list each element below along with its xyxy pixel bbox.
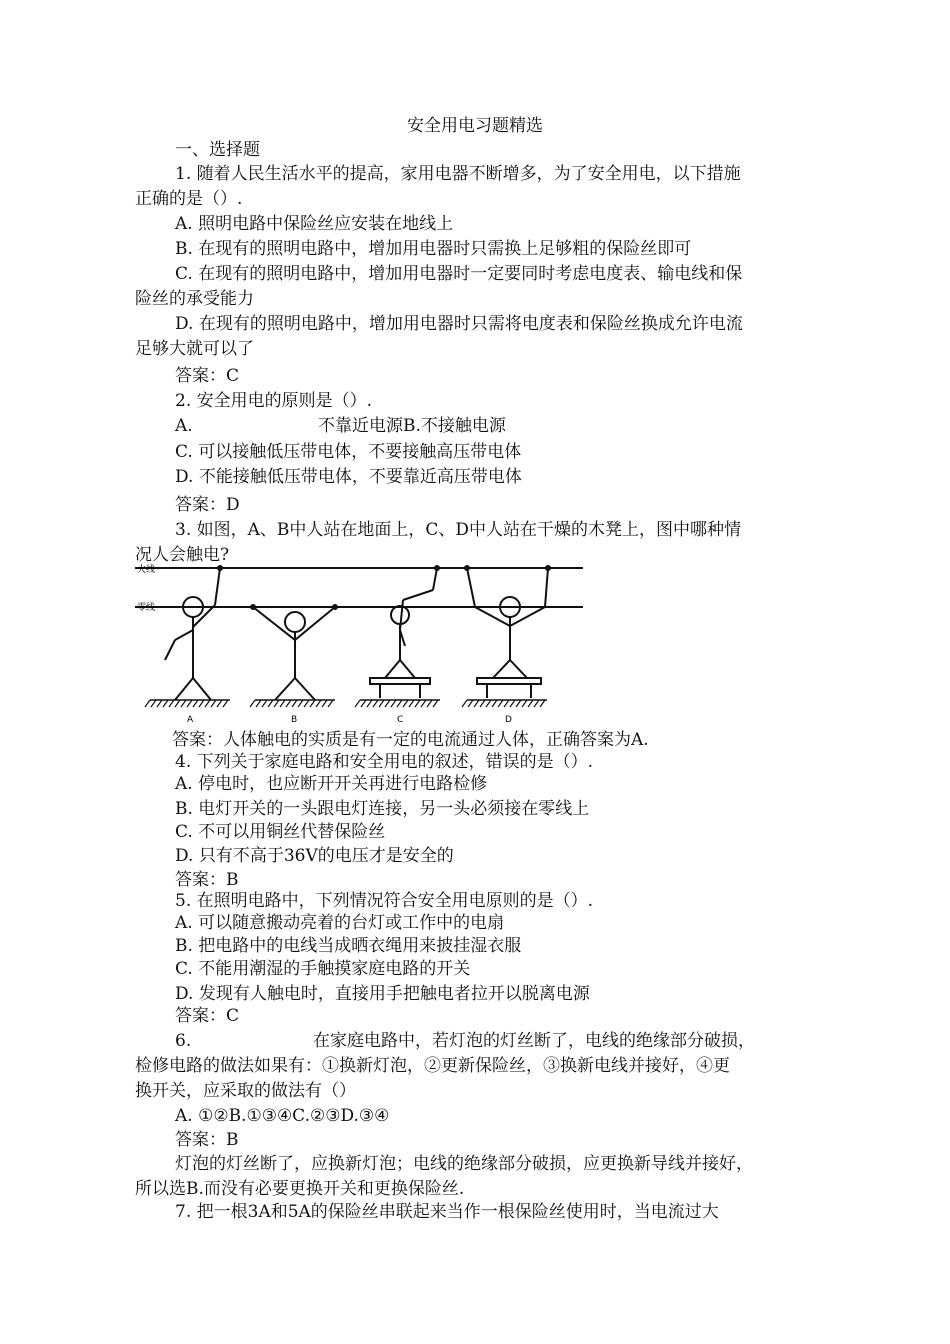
hatch-mark bbox=[367, 700, 372, 707]
q1-answer: 答案：C bbox=[175, 366, 240, 386]
q2-option-a-b: 不靠近电源B.不接触电源 bbox=[318, 416, 506, 436]
hatch-mark bbox=[298, 700, 303, 707]
hatch-mark bbox=[462, 700, 467, 707]
q4-answer: 答案：B bbox=[175, 870, 239, 890]
person-b bbox=[253, 607, 335, 700]
hatch-mark bbox=[409, 700, 414, 707]
hatch-mark bbox=[373, 700, 378, 707]
hatch-mark bbox=[223, 700, 228, 707]
hatch-mark bbox=[492, 700, 497, 707]
hatch-mark bbox=[280, 700, 285, 707]
hatch-mark bbox=[468, 700, 473, 707]
hatch-mark bbox=[397, 700, 402, 707]
hatch-mark bbox=[217, 700, 222, 707]
figure-label-a: A bbox=[187, 715, 194, 725]
hatch-mark bbox=[486, 700, 491, 707]
hatch-mark bbox=[540, 700, 545, 707]
q1-stem-line2: 正确的是（）. bbox=[135, 189, 243, 209]
hatch-mark bbox=[169, 700, 174, 707]
hatch-mark bbox=[522, 700, 527, 707]
hatch-mark bbox=[379, 700, 384, 707]
hatch-mark bbox=[480, 700, 485, 707]
q6-number: 6. bbox=[175, 1031, 192, 1051]
hatch-mark bbox=[427, 700, 432, 707]
person-d bbox=[467, 568, 548, 698]
q5-option-d: D. 发现有人触电时，直接用手把触电者拉开以脱离电源 bbox=[175, 984, 590, 1004]
electric-shock-figure bbox=[135, 560, 585, 730]
hatch-mark bbox=[328, 700, 333, 707]
hatch-mark bbox=[415, 700, 420, 707]
q6-stem-line1: 在家庭电路中，若灯泡的灯丝断了，电线的绝缘部分破损， bbox=[313, 1031, 755, 1051]
hatch-mark bbox=[199, 700, 204, 707]
q5-option-b: B. 把电路中的电线当成晒衣绳用来披挂湿衣服 bbox=[175, 936, 522, 956]
neutral-wire-label: 零线 bbox=[137, 603, 156, 613]
hatch-mark bbox=[286, 700, 291, 707]
hatch-mark bbox=[193, 700, 198, 707]
q6-options: A. ①②B.①③④C.②③D.③④ bbox=[175, 1106, 390, 1126]
q1-option-d-line2: 足够大就可以了 bbox=[135, 339, 254, 359]
hatch-mark bbox=[292, 700, 297, 707]
hatch-mark bbox=[474, 700, 479, 707]
q2-option-d: D. 不能接触低压带电体，不要靠近高压带电体 bbox=[175, 467, 522, 487]
q6-explanation-line2: 所以选B.而没有必要更换开关和更换保险丝. bbox=[135, 1179, 465, 1199]
q6-stem-line2: 检修电路的做法如果有：①换新灯泡，②更新保险丝，③换新电线并接好，④更 bbox=[135, 1056, 730, 1076]
q6-answer: 答案：B bbox=[175, 1130, 239, 1150]
person-c bbox=[370, 568, 437, 698]
hatch-mark bbox=[205, 700, 210, 707]
q5-answer: 答案：C bbox=[175, 1006, 240, 1026]
hatch-mark bbox=[516, 700, 521, 707]
q4-stem: 4. 下列关于家庭电路和安全用电的叙述，错误的是（）. bbox=[175, 752, 594, 772]
hatch-mark bbox=[304, 700, 309, 707]
hatch-mark bbox=[151, 700, 156, 707]
live-wire-label: 火线 bbox=[137, 565, 156, 575]
q3-answer: 答案：人体触电的实质是有一定的电流通过人体，正确答案为A. bbox=[172, 730, 649, 750]
hatch-mark bbox=[274, 700, 279, 707]
q6-explanation-line1: 灯泡的灯丝断了，应换新灯泡；电线的绝缘部分破损，应更换新导线并接好， bbox=[175, 1154, 753, 1174]
hatch-mark bbox=[361, 700, 366, 707]
q1-option-a: A. 照明电路中保险丝应安装在地线上 bbox=[175, 214, 454, 234]
hatch-mark bbox=[187, 700, 192, 707]
figure-label-c: C bbox=[397, 715, 404, 725]
page-title: 安全用电习题精选 bbox=[407, 116, 543, 136]
q1-option-d-line1: D. 在现有的照明电路中，增加用电器时只需将电度表和保险丝换成允许电流 bbox=[175, 314, 743, 334]
q2-stem: 2. 安全用电的原则是（）. bbox=[175, 391, 373, 411]
hatch-mark bbox=[433, 700, 438, 707]
hatch-mark bbox=[175, 700, 180, 707]
hatch-mark bbox=[262, 700, 267, 707]
figure-label-d: D bbox=[505, 715, 512, 725]
q3-stem-line2: 况人会触电? bbox=[135, 545, 230, 565]
ground-hatch-marks bbox=[145, 700, 545, 707]
q5-option-c: C. 不能用潮湿的手触摸家庭电路的开关 bbox=[175, 959, 471, 979]
hatch-mark bbox=[256, 700, 261, 707]
hatch-mark bbox=[181, 700, 186, 707]
hatch-mark bbox=[498, 700, 503, 707]
hatch-mark bbox=[504, 700, 509, 707]
figure-label-b: B bbox=[291, 715, 298, 725]
q7-stem-line1: 7. 把一根3A和5A的保险丝串联起来当作一根保险丝使用时，当电流过大 bbox=[175, 1202, 719, 1222]
q4-option-d: D. 只有不高于36V的电压才是安全的 bbox=[175, 846, 454, 866]
q2-option-a-label: A. bbox=[175, 416, 193, 436]
hatch-mark bbox=[310, 700, 315, 707]
q4-option-b: B. 电灯开关的一头跟电灯连接，另一头必须接在零线上 bbox=[175, 799, 590, 819]
hatch-mark bbox=[145, 700, 150, 707]
hatch-mark bbox=[163, 700, 168, 707]
q1-stem-line1: 1. 随着人民生活水平的提高，家用电器不断增多，为了安全用电，以下措施 bbox=[175, 164, 741, 184]
hatch-mark bbox=[316, 700, 321, 707]
q6-stem-line3: 换开关，应采取的做法有（） bbox=[135, 1081, 356, 1101]
hatch-mark bbox=[211, 700, 216, 707]
q4-option-c: C. 不可以用铜丝代替保险丝 bbox=[175, 822, 386, 842]
q3-stem-line1: 3. 如图，A、B中人站在地面上，C、D中人站在干燥的木凳上，图中哪种情 bbox=[175, 520, 742, 540]
q2-option-c: C. 可以接触低压带电体，不要接触高压带电体 bbox=[175, 442, 522, 462]
hatch-mark bbox=[534, 700, 539, 707]
hatch-mark bbox=[510, 700, 515, 707]
hatch-mark bbox=[250, 700, 255, 707]
q2-answer: 答案：D bbox=[175, 495, 240, 515]
hatch-mark bbox=[528, 700, 533, 707]
q1-option-b: B. 在现有的照明电路中，增加用电器时只需换上足够粗的保险丝即可 bbox=[175, 239, 692, 259]
q4-option-a: A. 停电时，也应断开开关再进行电路检修 bbox=[175, 774, 488, 794]
hatch-mark bbox=[403, 700, 408, 707]
q5-stem: 5. 在照明电路中，下列情况符合安全用电原则的是（）. bbox=[175, 891, 594, 911]
hatch-mark bbox=[391, 700, 396, 707]
hatch-mark bbox=[355, 700, 360, 707]
q5-option-a: A. 可以随意搬动亮着的台灯或工作中的电扇 bbox=[175, 913, 505, 933]
hatch-mark bbox=[385, 700, 390, 707]
q1-option-c-line2: 险丝的承受能力 bbox=[135, 289, 254, 309]
hatch-mark bbox=[322, 700, 327, 707]
section-heading: 一、选择题 bbox=[175, 140, 260, 160]
hatch-mark bbox=[421, 700, 426, 707]
q1-option-c-line1: C. 在现有的照明电路中，增加用电器时一定要同时考虑电度表、输电线和保 bbox=[175, 264, 743, 284]
hatch-mark bbox=[157, 700, 162, 707]
person-a bbox=[165, 568, 220, 700]
hatch-mark bbox=[268, 700, 273, 707]
